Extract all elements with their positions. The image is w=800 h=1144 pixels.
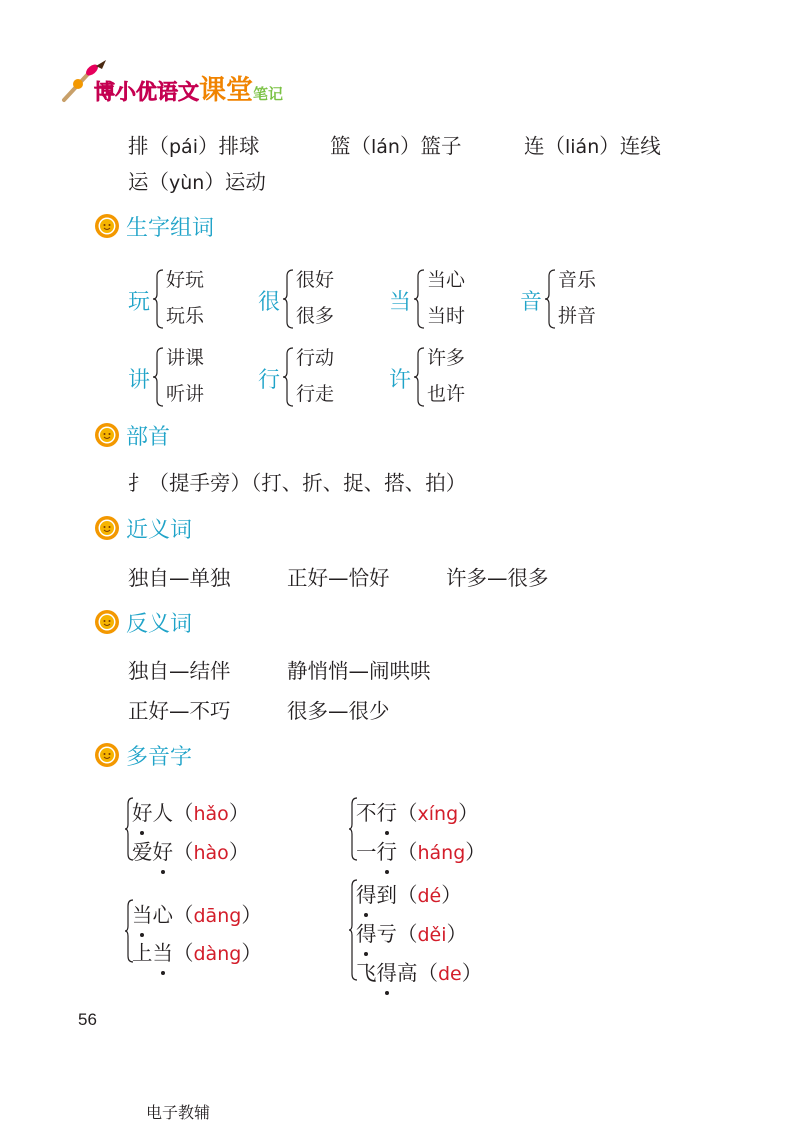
word-part: 人: [152, 801, 173, 825]
dotted-char: 行: [377, 835, 398, 865]
reading-char: 排: [128, 134, 149, 158]
polyphone-word: 得亏（děi）: [356, 917, 467, 947]
brace-icon: [152, 268, 164, 330]
polyphone-word: 当心（dāng）: [132, 898, 262, 928]
sun-icon: [94, 422, 120, 448]
reading-pinyin: lián: [565, 136, 600, 158]
reading-item: 运（yùn）运动: [128, 170, 266, 194]
polyphone-word: 上当（dàng）: [132, 936, 262, 966]
synonym-pair: 独自—单独: [128, 566, 231, 590]
group-word: 音乐: [558, 269, 597, 291]
reading-item: 篮（lán）篮子: [330, 134, 462, 158]
polyphone-word: 一行（háng）: [356, 835, 486, 865]
group-word: 行走: [296, 383, 335, 405]
group-char: 行: [258, 368, 281, 393]
group-word: 讲课: [166, 347, 205, 369]
dotted-char: 得: [377, 956, 398, 986]
polyphone-pinyin: dàng: [193, 943, 242, 965]
group-word: 很多: [296, 305, 335, 327]
polyphone-pinyin: děi: [417, 924, 447, 946]
polyphone-word: 得到（dé）: [356, 878, 462, 908]
group-char: 很: [258, 290, 281, 315]
sun-icon: [94, 742, 120, 768]
polyphone-pinyin: de: [438, 963, 462, 985]
word-group: [389, 346, 499, 408]
reading-item: 排（pái）排球: [128, 134, 260, 158]
brace-icon: [282, 346, 294, 408]
reading-word: 连线: [619, 134, 661, 158]
reading-word: 篮子: [420, 134, 462, 158]
group-char: 许: [389, 368, 412, 393]
word-part: 亏: [376, 922, 397, 946]
group-word: 玩乐: [166, 305, 205, 327]
antonym-pair: 很多—很少: [287, 699, 390, 723]
dotted-char: 当: [153, 936, 174, 966]
synonym-pair: 正好—恰好: [287, 566, 390, 590]
antonym-pair: 独自—结伴: [128, 659, 231, 683]
brace-icon: [413, 268, 425, 330]
footer-text: 电子教辅: [146, 1103, 211, 1122]
dotted-char: 得: [356, 917, 377, 947]
word-part: 不: [356, 801, 377, 825]
reading-char: 连: [524, 134, 545, 158]
section-title: 生字组词: [126, 215, 215, 241]
section-heading-jinyici: [94, 514, 192, 542]
brace-icon: [413, 346, 425, 408]
synonym-pair: 许多—很多: [446, 566, 549, 590]
reading-char: 运: [128, 170, 149, 194]
dotted-char: 好: [132, 796, 153, 826]
group-char: 玩: [128, 290, 151, 315]
dotted-char: 得: [356, 878, 377, 908]
reading-char: 篮: [330, 134, 351, 158]
group-char: 当: [389, 290, 412, 315]
group-word: 当时: [427, 305, 466, 327]
polyphone-word: 不行（xíng）: [356, 796, 479, 826]
section-title: 反义词: [126, 611, 193, 637]
reading-pinyin: yùn: [169, 172, 205, 194]
polyphone-pinyin: dāng: [193, 905, 242, 927]
word-group: [389, 268, 499, 330]
sun-icon: [94, 609, 120, 635]
polyphone-group-hao: [124, 796, 324, 866]
word-group: [128, 346, 238, 408]
reading-pinyin: pái: [169, 136, 198, 158]
word-part: 高: [397, 961, 418, 985]
polyphone-word: 飞得高（de）: [356, 956, 482, 986]
dotted-char: 好: [153, 835, 174, 865]
brace-icon: [282, 268, 294, 330]
group-word: 拼音: [558, 305, 597, 327]
group-char: 讲: [128, 368, 151, 393]
dotted-char: 当: [132, 898, 153, 928]
word-part: 上: [132, 941, 153, 965]
polyphone-pinyin: háng: [417, 842, 466, 864]
section-heading-bushou: [94, 421, 170, 449]
polyphone-pinyin: hǎo: [193, 803, 229, 825]
logo-title: [94, 68, 283, 107]
group-word: 很好: [296, 269, 335, 291]
polyphone-word: 好人（hǎo）: [132, 796, 249, 826]
group-word: 行动: [296, 347, 335, 369]
word-part: 爱: [132, 840, 153, 864]
reading-word: 排球: [218, 134, 260, 158]
brace-icon: [152, 346, 164, 408]
group-char: 音: [520, 290, 543, 315]
group-word: 当心: [427, 269, 466, 291]
polyphone-group-xing: [348, 796, 548, 866]
section-title: 近义词: [126, 517, 193, 543]
reading-pinyin: lán: [371, 136, 400, 158]
group-word: 也许: [427, 383, 466, 405]
word-part: 一: [356, 840, 377, 864]
antonym-pair: 正好—不巧: [128, 699, 231, 723]
word-part: 飞: [356, 961, 377, 985]
section-heading-zuci: [94, 212, 214, 240]
sun-icon: [94, 515, 120, 541]
word-group: [128, 268, 238, 330]
word-group: [258, 346, 368, 408]
logo-text-notes: 笔记: [253, 85, 284, 103]
word-part: 到: [376, 883, 397, 907]
group-word: 听讲: [166, 383, 205, 405]
word-part: 心: [152, 903, 173, 927]
logo-text-classroom: 课堂: [199, 75, 253, 106]
polyphone-pinyin: hào: [193, 842, 229, 864]
polyphone-pinyin: xíng: [417, 803, 459, 825]
logo-text-brand: 博小优语文: [94, 80, 199, 104]
group-word: 许多: [427, 347, 466, 369]
polyphone-word: 爱好（hào）: [132, 835, 249, 865]
header-logo: [58, 60, 308, 106]
word-group: [258, 268, 368, 330]
reading-item: 连（lián）连线: [524, 134, 661, 158]
antonym-pair: 静悄悄—闹哄哄: [287, 659, 431, 683]
brace-icon: [544, 268, 556, 330]
word-group: [520, 268, 630, 330]
page-number: 56: [78, 1010, 97, 1029]
polyphone-pinyin: dé: [417, 885, 442, 907]
section-title: 多音字: [126, 744, 193, 770]
section-heading-fanyici: [94, 608, 192, 636]
reading-word: 运动: [224, 170, 266, 194]
section-heading-duoyinzi: [94, 741, 192, 769]
group-word: 好玩: [166, 269, 205, 291]
dotted-char: 行: [377, 796, 398, 826]
section-title: 部首: [126, 424, 171, 450]
sun-icon: [94, 213, 120, 239]
polyphone-group-de: [348, 878, 548, 988]
polyphone-group-dang: [124, 898, 324, 968]
radical-line: 扌（提手旁）（打、折、捉、搭、拍）: [128, 471, 467, 495]
